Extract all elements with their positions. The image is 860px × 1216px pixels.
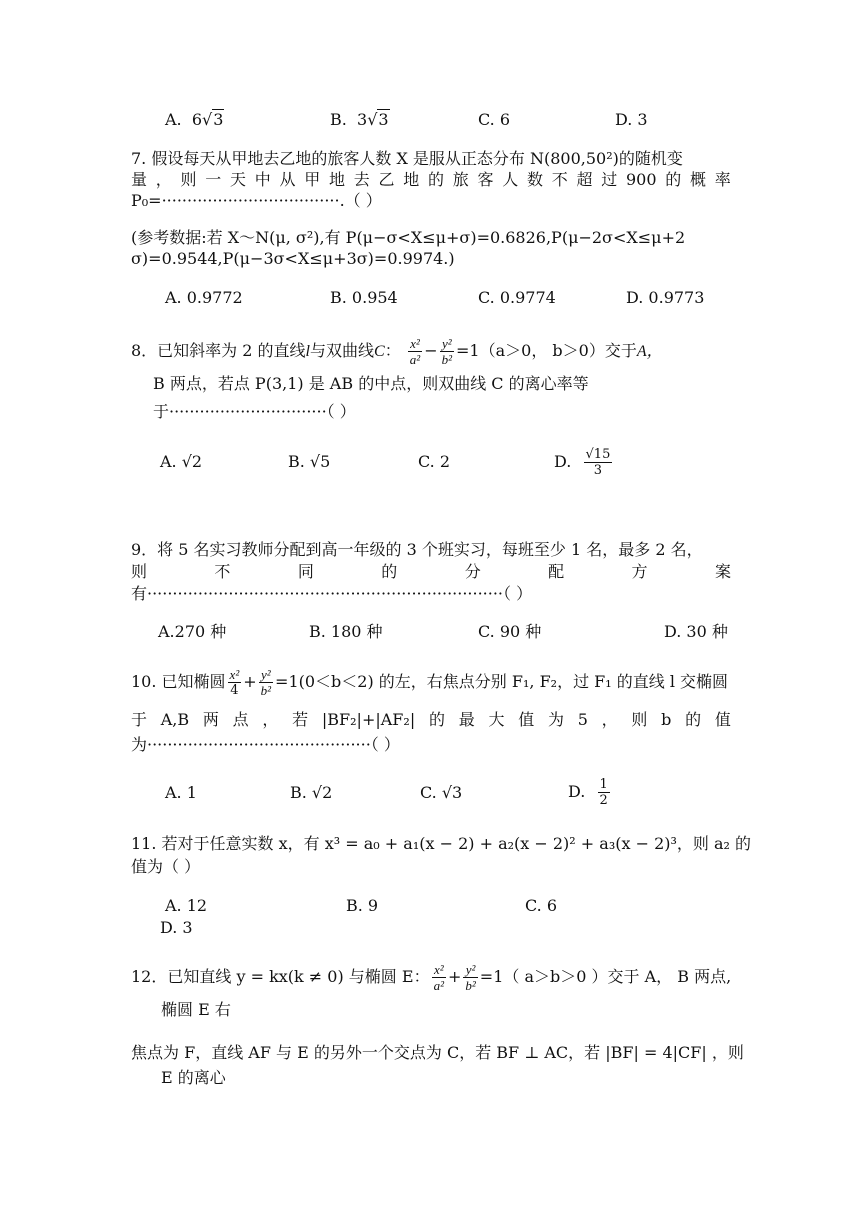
q7-option-b: B. 0.954 <box>330 288 398 307</box>
q10-line2-word: A,B <box>160 710 190 729</box>
q7-line2-word: 超 <box>576 170 593 189</box>
q6-option-a: A. 6√3 <box>165 110 224 129</box>
q9-option-b: B. 180 种 <box>309 622 383 641</box>
q10-line2-word: ， <box>262 710 279 729</box>
q11-line1: 11. 若对于任意实数 x，有 x³ = a₀ + a₁(x − 2) + a₂(x − 2)² + a₃(x − 2)³，则 a₂ 的 <box>131 834 752 853</box>
q7-line2-word: 地 <box>403 170 420 189</box>
q8-option-b: B. √5 <box>288 452 331 471</box>
q7-line2-word: 的 <box>428 170 445 189</box>
q7-line2-word: 客 <box>477 170 494 189</box>
q12-line4: E 的离心 <box>161 1068 226 1087</box>
q12-line3: 焦点为 F，直线 AF 与 E 的另外一个交点为 C，若 BF ⊥ AC，若 |BF| = 4|CF| ，则 <box>131 1043 744 1062</box>
q7-line2-word: 甲 <box>304 170 321 189</box>
q10-line2-word: 则 <box>631 710 648 729</box>
q10-option-b: B. √2 <box>290 783 333 802</box>
q10-line2-word: 两 <box>202 710 219 729</box>
q7-option-d: D. 0.9773 <box>626 288 705 307</box>
q9-line2-word: 分 <box>464 562 481 581</box>
q10-line2-word: b <box>661 710 672 729</box>
q10-frac-y: $\frac{\text{y²}}{\text{b²}}$ <box>260 667 272 698</box>
q10-line2-word: |BF₂|+|AF₂| <box>321 710 416 729</box>
q8-line1: 8．已知斜率为 2 的直线l与双曲线C： $\frac{\text{x²}}{\text{a²}}$ − $\frac{\text{y²}}{\text{b²}}$ =1（a＞0， b＞0）交于A， <box>131 336 663 367</box>
q7-line2-word: 的 <box>665 170 682 189</box>
q7-line2 <box>131 170 731 190</box>
q8-line3: 于·······························（ ） <box>153 402 356 421</box>
q7-line1: 7. 假设每天从甲地去乙地的旅客人数 X 是服从正态分布 N(800,50²)的随机变 <box>131 149 683 168</box>
q10-line2-word: 最 <box>458 710 475 729</box>
q9-line2 <box>131 562 731 582</box>
q8-option-a: A. √2 <box>160 452 203 471</box>
q6-option-c: C. 6 <box>478 110 511 129</box>
q7-line3: P₀=···································.（ ） <box>131 191 382 210</box>
q11-option-d: D. 3 <box>160 918 193 937</box>
q8-frac-x: $\frac{\text{x²}}{\text{a²}}$ <box>409 336 421 367</box>
q7-line2-word: 不 <box>551 170 568 189</box>
q7-line2-word: 乙 <box>378 170 395 189</box>
q11-option-a: A. 12 <box>165 896 208 915</box>
q10-line2-word: 的 <box>685 710 702 729</box>
q10-option-c: C. √3 <box>420 783 463 802</box>
q12-frac-x: $\frac{\text{x²}}{\text{a²}}$ <box>433 962 444 993</box>
q9-line2-word: 案 <box>714 562 731 581</box>
q9-option-d: D. 30 种 <box>664 622 728 641</box>
q9-line2-word: 同 <box>297 562 314 581</box>
q7-line2-word: 900 <box>626 170 657 189</box>
q7-line2-word: 率 <box>714 170 731 189</box>
q11-option-b: B. 9 <box>346 896 379 915</box>
q10-frac-x: $\frac{\text{x²}}{4}$ <box>229 667 240 698</box>
q10-line2-word: 为 <box>547 710 564 729</box>
q7-line2-word: 则 <box>180 170 197 189</box>
q7-line2-word: ， <box>155 170 172 189</box>
q8-option-c: C. 2 <box>418 452 451 471</box>
q9-line2-word: 则 <box>131 562 148 581</box>
q9-line2-word: 不 <box>214 562 231 581</box>
q10-line1: 10. 已知椭圆 $\frac{\text{x²}}{4}$ + $\frac{\text{y²}}{\text{b²}}$ =1(0＜b＜2) 的左，右焦点分别 F₁, F₂，过 F₁ 的直线 l 交椭圆 <box>131 667 729 698</box>
q7-option-a: A. 0.9772 <box>165 288 243 307</box>
q10-line2-word: 值 <box>518 710 535 729</box>
q9-line2-word: 方 <box>631 562 648 581</box>
q9-option-a: A.270 种 <box>158 622 227 641</box>
q7-line2-word: 一 <box>205 170 222 189</box>
q7-option-c: C. 0.9774 <box>478 288 556 307</box>
q7-line2-word: 数 <box>527 170 544 189</box>
q10-line2-word: 的 <box>428 710 445 729</box>
q9-line3: 有······································································（ ） <box>131 584 533 603</box>
q9-option-c: C. 90 种 <box>478 622 542 641</box>
q10-line2-word: 若 <box>292 710 309 729</box>
q8-option-d: D. $\frac{√15}{3}$ <box>554 447 611 478</box>
q10-line2-word: 于 <box>131 710 148 729</box>
q7-line2-word: 中 <box>254 170 271 189</box>
q10-option-a: A. 1 <box>165 783 197 802</box>
q7-ref2: σ)=0.9544,P(μ−3σ<X≤μ+3σ)=0.9974.) <box>131 249 455 268</box>
q7-line2-word: 概 <box>690 170 707 189</box>
q7-line2-word: 从 <box>279 170 296 189</box>
q7-line2-word: 旅 <box>452 170 469 189</box>
q7-line2-word: 去 <box>353 170 370 189</box>
q10-line2-word: 大 <box>488 710 505 729</box>
q10-line2-word: ， <box>601 710 618 729</box>
q12-line2: 椭圆 E 右 <box>161 1000 231 1019</box>
q12-frac-y: $\frac{\text{y²}}{\text{b²}}$ <box>465 962 476 993</box>
q11-line2: 值为（ ） <box>131 857 201 876</box>
q6-option-d: D. 3 <box>615 110 648 129</box>
q7-line2-word: 天 <box>230 170 247 189</box>
q10-option-d: D. $\frac{1}{2}$ <box>568 777 608 808</box>
q10-line3: 为············································（ ） <box>131 735 400 754</box>
q7-line2-word: 地 <box>329 170 346 189</box>
q9-line2-word: 配 <box>548 562 565 581</box>
q6-option-b: B. 3√3 <box>330 110 389 129</box>
q11-option-c: C. 6 <box>525 896 558 915</box>
q10-line2-word: 点 <box>232 710 249 729</box>
q7-line2-word: 人 <box>502 170 519 189</box>
q12-line1: 12．已知直线 y = kx(k ≠ 0) 与椭圆 E： $\frac{\text{x²}}{\text{a²}}$ + $\frac{\text{y²}}{\text{b²}}$ =1（ a＞b＞0 ）交于 A， B 两点, <box>131 962 732 993</box>
q8-frac-y: $\frac{\text{y²}}{\text{b²}}$ <box>441 336 453 367</box>
q10-line2-word: 5 <box>577 710 588 729</box>
q7-ref1: (参考数据:若 X～N(μ, σ²),有 P(μ−σ<X≤μ+σ)=0.6826,P(μ−2σ<X≤μ+2 <box>131 228 686 247</box>
q10-line2 <box>131 710 731 730</box>
q7-line2-word: 过 <box>601 170 618 189</box>
q8-line2: B 两点，若点 P(3,1) 是 AB 的中点，则双曲线 C 的离心率等 <box>153 374 589 393</box>
q9-line1: 9．将 5 名实习教师分配到高一年级的 3 个班实习，每班至少 1 名，最多 2 名， <box>131 540 703 559</box>
q9-line2-word: 的 <box>381 562 398 581</box>
q7-line2-word: 量 <box>131 170 148 189</box>
q10-line2-word: 值 <box>714 710 731 729</box>
